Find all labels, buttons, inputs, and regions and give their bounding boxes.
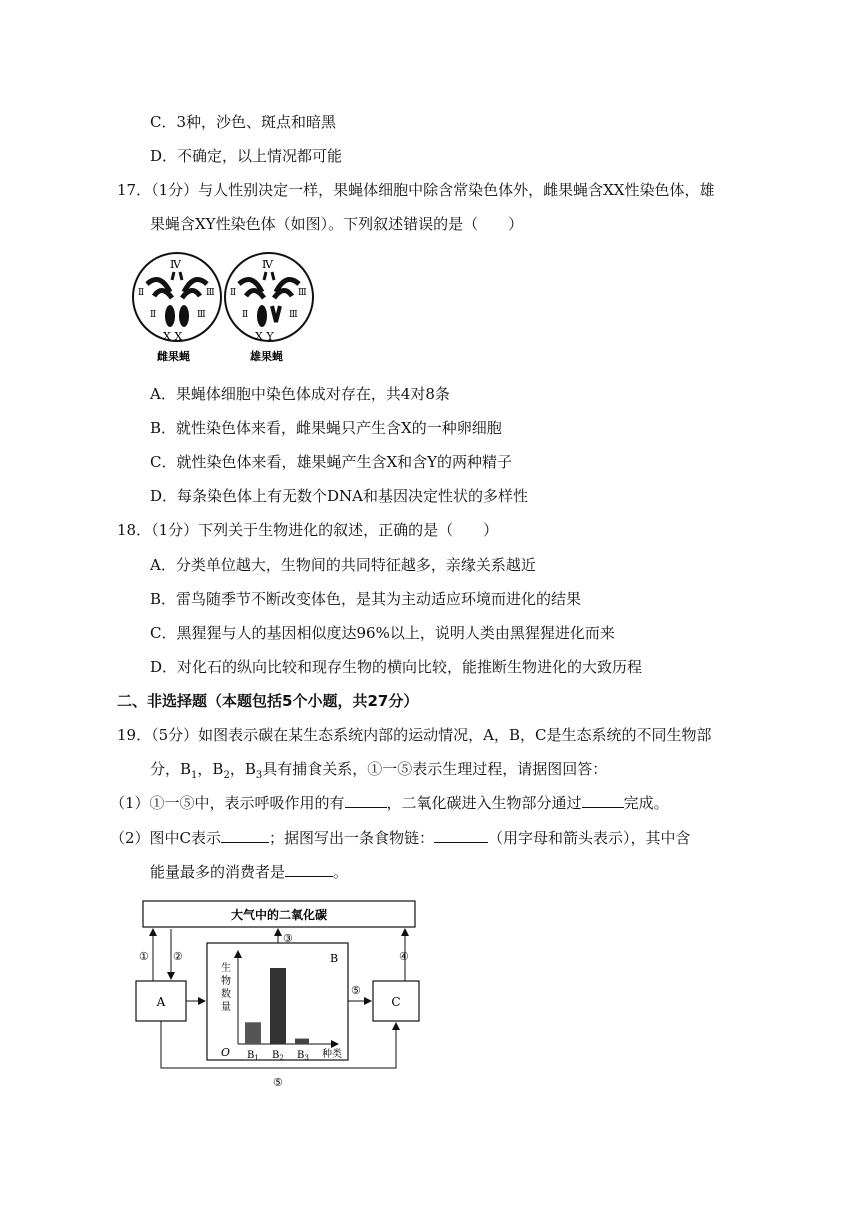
tick-label-b2: $B_2$ <box>272 1050 284 1062</box>
q18-option-d: D．对化石的纵向比较和现存生物的横向比较，能推断生物进化的大致历程 <box>150 658 643 676</box>
box-a-label: A <box>156 995 166 1009</box>
answer-blank-c-meaning[interactable] <box>221 828 269 843</box>
female-chrom-iii-label: Ⅲ <box>206 288 215 298</box>
q19-stem-line2: 分，$B_1$，$B_2$，$B_3$具有捕食关系，①一⑤表示生理过程，请据图回答： <box>150 760 608 781</box>
fruit-fly-chromosome-figure <box>130 250 320 365</box>
bar-b1 <box>245 1022 261 1044</box>
male-sex-chrom: X Y <box>255 330 274 343</box>
female-cell <box>133 253 221 343</box>
q17-stem-line1: 17．（1分）与人性别决定一样，果蝇体细胞中除含常染色体外，雌果蝇含XX性染色体，雄 <box>117 181 715 199</box>
male-cell <box>225 253 313 343</box>
q17-option-d: D．每条染色体上有无数个DNA和基因决定性状的多样性 <box>150 487 529 505</box>
answer-blank-co2-entry[interactable] <box>582 793 624 808</box>
process-5-ac: ⑤ <box>273 1076 283 1089</box>
box-b-label: B <box>329 952 339 965</box>
female-chrom-iii-label2: Ⅲ <box>197 310 206 320</box>
q19-stem-line1: 19．（5分）如图表示碳在某生态系统内部的运动情况，A，B，C是生态系统的不同生物部 <box>117 726 712 744</box>
female-label: 雌果蝇 <box>157 350 190 363</box>
process-4: ④ <box>399 950 409 963</box>
atmosphere-co2-label: 大气中的二氧化碳 <box>230 908 328 922</box>
carbon-cycle-figure <box>133 896 423 1091</box>
q19-sub1: （1）①一⑤中，表示呼吸作用的有 ，二氧化碳进入生物部分通过 完成。 <box>110 794 669 812</box>
female-chrom-ii-label: Ⅱ <box>138 288 145 298</box>
male-chrom-ii-label2: Ⅱ <box>242 310 249 320</box>
q16-option-c: C．3种，沙色、斑点和暗黑 <box>150 113 337 131</box>
process-3: ③ <box>283 932 293 945</box>
bar-b3 <box>295 1039 309 1044</box>
answer-blank-max-energy-consumer[interactable] <box>285 862 333 877</box>
q18-stem: 18．（1分）下列关于生物进化的叙述，正确的是（ ） <box>117 521 499 539</box>
section-heading: 二、非选择题（本题包括5个小题，共27分） <box>117 692 419 710</box>
q18-option-c: C．黑猩猩与人的基因相似度达96%以上，说明人类由黑猩猩进化而来 <box>150 624 615 642</box>
tick-label-b1: $B_1$ <box>247 1050 259 1062</box>
answer-blank-food-chain[interactable] <box>434 828 488 843</box>
q18-option-a: A．分类单位越大，生物间的共同特征越多，亲缘关系越近 <box>150 556 536 574</box>
process-2: ② <box>173 950 183 963</box>
process-1: ① <box>139 950 149 963</box>
q16-option-d: D．不确定，以上情况都可能 <box>150 147 343 165</box>
box-c-label: C <box>391 995 401 1009</box>
answer-blank-respiration[interactable] <box>345 793 387 808</box>
q19-sub2: （2）图中C表示 ；据图写出一条食物链： （用字母和箭头表示），其中含 <box>110 829 691 847</box>
q19-sub2-line2: 能量最多的消费者是 。 <box>150 863 349 881</box>
chart-x-label: 种类 <box>322 1049 342 1060</box>
q17-option-a: A．果蝇体细胞中染色体成对存在，共4对8条 <box>150 385 450 403</box>
tick-label-b3: $B_3$ <box>297 1050 309 1062</box>
male-chrom-iii-label2: Ⅲ <box>289 310 298 320</box>
male-label: 雄果蝇 <box>250 350 283 363</box>
chart-origin: O <box>221 1046 231 1059</box>
male-chrom-ii-label: Ⅱ <box>230 288 237 298</box>
bar-b2 <box>270 968 286 1044</box>
female-sex-chrom: X X <box>163 330 183 343</box>
male-chrom-iii-label: Ⅲ <box>298 288 307 298</box>
q17-stem-line2: 果蝇含XY性染色体（如图）。下列叙述错误的是（ ） <box>150 215 524 233</box>
female-chrom-ii-label2: Ⅱ <box>150 310 157 320</box>
chart-y-label: 生物数量 <box>221 963 231 1013</box>
male-chrom-iv-label: Ⅳ <box>262 258 273 271</box>
q17-option-b: B．就性染色体来看，雌果蝇只产生含X的一种卵细胞 <box>150 419 502 437</box>
q18-option-b: B．雷鸟随季节不断改变体色，是其为主动适应环境而进化的结果 <box>150 590 582 608</box>
q17-option-c: C．就性染色体来看，雄果蝇产生含X和含Y的两种精子 <box>150 453 513 471</box>
female-chrom-iv-label: Ⅳ <box>170 258 181 271</box>
process-5-bc: ⑤ <box>351 984 361 997</box>
